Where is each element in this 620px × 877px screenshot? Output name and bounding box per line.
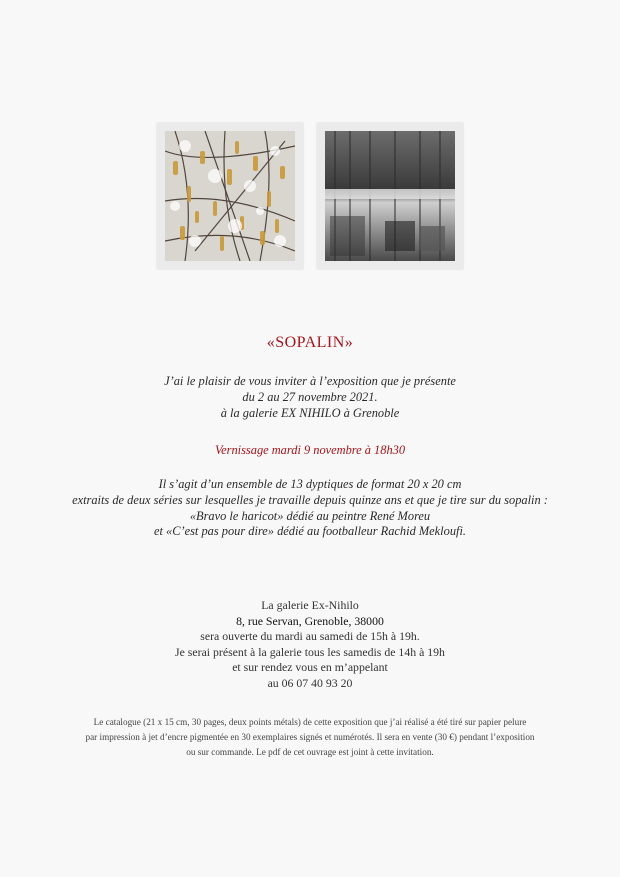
gallery-info [0, 598, 620, 692]
exhibition-title: «SOPALIN» [266, 334, 354, 351]
artwork-photo-snowy-branches [157, 123, 303, 269]
description-line: et «C’est pas pour dire» dédié au footballeur Rachid Mekloufi. [153, 524, 466, 539]
intro-line: J’ai le plaisir de vous inviter à l’exposition que je présente [164, 374, 456, 388]
urban-scene-image [325, 131, 455, 261]
snowy-branches-image [165, 131, 295, 261]
catalogue-line: ou sur commande. Le pdf de cet ouvrage est joint à cette invitation. [186, 747, 434, 758]
invitation-intro [0, 374, 620, 421]
gallery-name: La galerie Ex-Nihilo [261, 598, 359, 612]
artist-presence: Je serai présent à la galerie tous les samedis de 14h à 19h [175, 644, 445, 659]
phone-number: au 06 07 40 93 20 [267, 675, 353, 690]
artwork-photo-urban-scene [317, 123, 463, 269]
exhibition-description [0, 477, 620, 540]
catalogue-line: Le catalogue (21 x 15 cm, 30 pages, deux points métals) de cette exposition que j’ai réalisé a été tiré sur papier pelure [93, 717, 527, 727]
description-line: «Bravo le haricot» dédié au peintre René Moreu [189, 508, 431, 523]
catalogue-note [0, 715, 620, 761]
appointment-note: et sur rendez vous en m’appelant [232, 660, 388, 675]
gallery-hours: sera ouverte du mardi au samedi de 15h à 19h. [200, 629, 420, 644]
catalogue-line: par impression à jet d’encre pigmentée en 30 exemplaires signés et numérotés. Il sera en vente (30 €) pendant l’exposition [85, 732, 535, 743]
description-line: Il s’agit d’un ensemble de 13 dyptiques de format 20 x 20 cm [158, 477, 462, 491]
intro-line: à la galerie EX NIHILO à Grenoble [220, 405, 400, 420]
vernissage-date: Vernissage mardi 9 novembre à 18h30 [214, 443, 406, 457]
intro-line: du 2 au 27 novembre 2021. [242, 389, 378, 404]
gallery-address: 8, rue Servan, Grenoble, 38000 [236, 613, 384, 628]
description-line: extraits de deux séries sur lesquelles je travaille depuis quinze ans et que je tire sur du sopalin : [72, 492, 548, 507]
